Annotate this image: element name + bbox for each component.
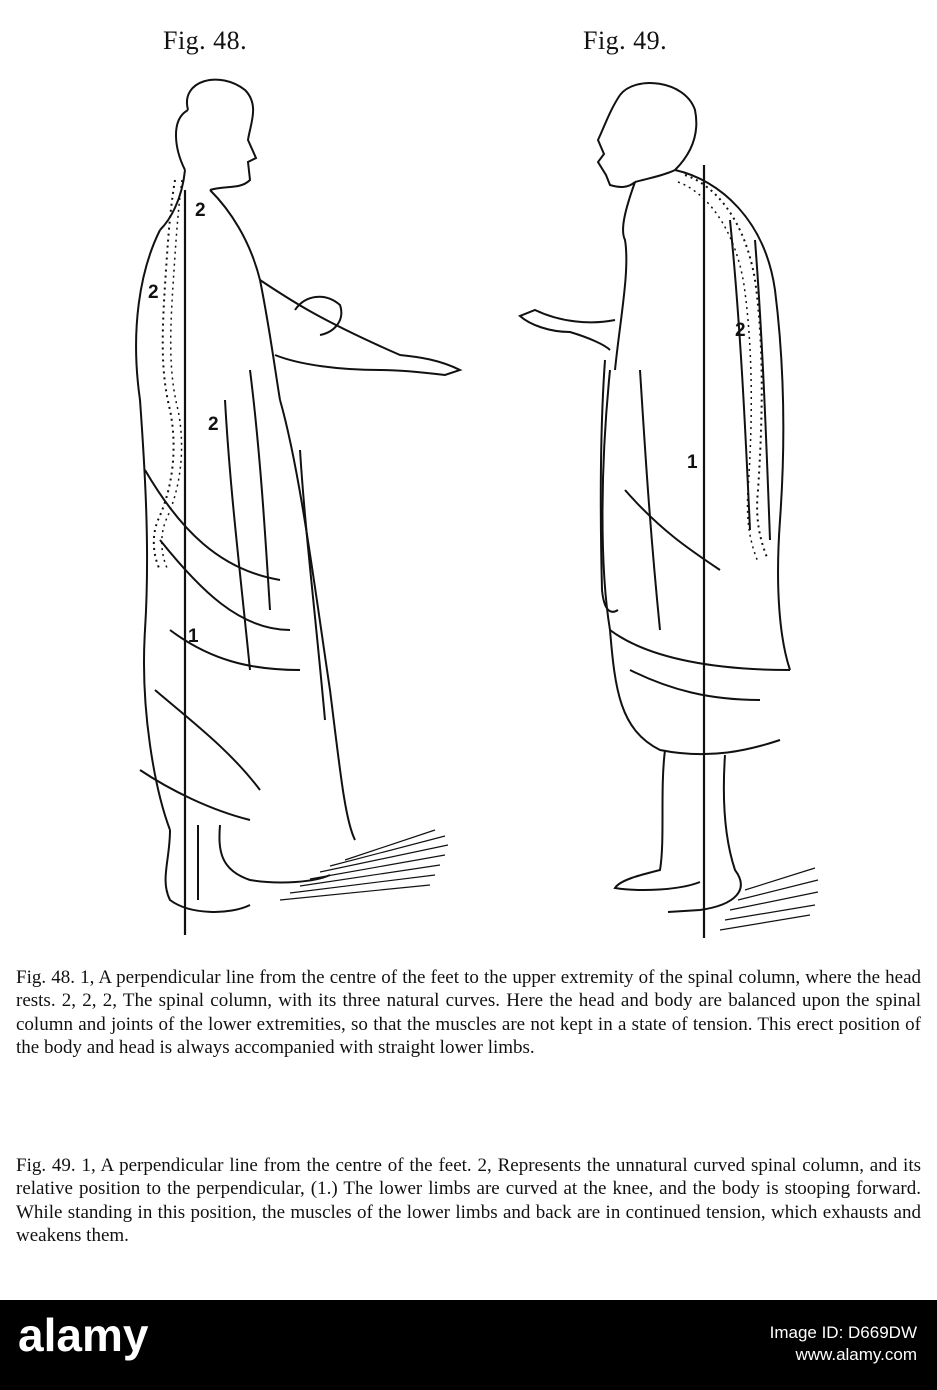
robe-hem bbox=[610, 630, 780, 754]
image-id-block bbox=[770, 1322, 917, 1366]
fig-49-title: Fig. 49. bbox=[583, 26, 668, 55]
label-2: 2 bbox=[735, 320, 746, 341]
fig-48-illustration bbox=[100, 70, 490, 940]
fig-48-title: Fig. 48. bbox=[163, 26, 248, 55]
alamy-logo: alamy bbox=[18, 1309, 149, 1361]
hair-back bbox=[176, 110, 188, 170]
torso-front bbox=[615, 182, 635, 370]
right-foot bbox=[219, 825, 330, 882]
face-profile bbox=[598, 95, 635, 187]
left-foot bbox=[615, 750, 700, 890]
site-url: www.alamy.com bbox=[795, 1345, 917, 1364]
left-foot bbox=[166, 830, 250, 912]
caption-fig-49: Fig. 49. 1, A perpendicular line from the centre of the feet. 2, Represents the unnatural curved spinal column, and its relative position to the perpendicular, (1.) The lower limbs are curved at the knee, and the body is stooping forward. While standing in this position, the muscles of the lower limbs and back are in continued tension, which exhausts and weakens them. bbox=[16, 1155, 921, 1246]
label-1: 1 bbox=[687, 452, 698, 473]
ground-shadow bbox=[720, 868, 818, 930]
head-outline bbox=[620, 83, 696, 182]
back-outline bbox=[160, 170, 185, 230]
extended-arm bbox=[520, 310, 615, 350]
caption-fig-48: Fig. 48. 1, A perpendicular line from the centre of the feet to the upper extremity of the spinal column, where the head rests. 2, 2, 2, The spinal column, with its three natural curves. Here the head and body are balanced upon the spinal column and joints of the lower extremities, so that the muscles are not kept in a state of tension. This erect position of the body and head is always accompanied with straight lower limbs. bbox=[16, 967, 921, 1058]
robe-back-edge bbox=[136, 230, 170, 830]
robe-hem-top bbox=[603, 370, 791, 670]
label-1: 1 bbox=[188, 626, 199, 647]
label-2-middle: 2 bbox=[148, 282, 159, 303]
label-2-upper: 2 bbox=[195, 200, 206, 221]
robe-front-edge bbox=[280, 400, 355, 840]
head-outline bbox=[187, 80, 256, 190]
right-arm bbox=[260, 280, 460, 375]
stock-footer-bar bbox=[0, 1300, 937, 1390]
image-id: Image ID: D669DW bbox=[769, 1323, 917, 1342]
label-2-lower: 2 bbox=[208, 414, 219, 435]
fig-49-illustration bbox=[500, 70, 830, 940]
ground-shadow bbox=[280, 830, 448, 900]
torso-front bbox=[210, 190, 280, 400]
